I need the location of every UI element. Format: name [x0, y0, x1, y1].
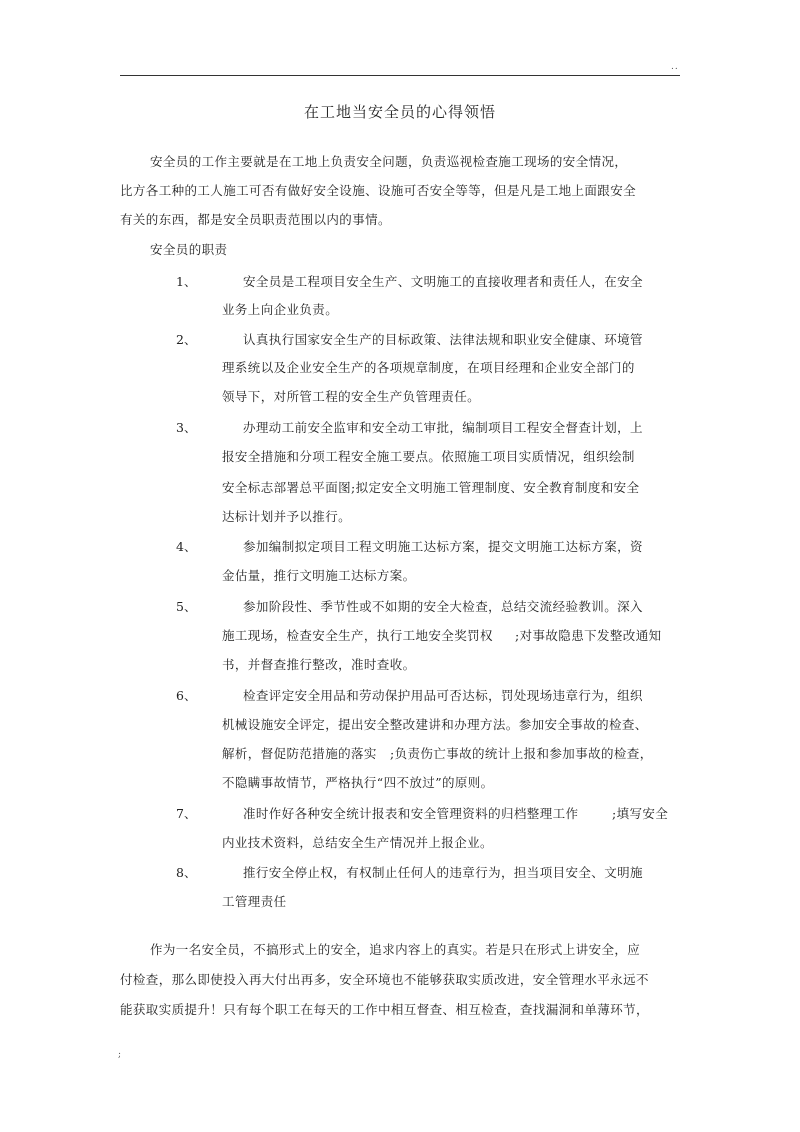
duty-number-2: 2、 — [176, 332, 197, 347]
duty-number-8: 8、 — [176, 865, 197, 880]
duty-3-line-1: 办理动工前安全监审和安全动工审批，编制项目工程安全督查计划，上 — [243, 420, 643, 435]
closing-line-2: 付检查，那么即使投入再大付出再多，安全环境也不能够获取实质改进，安全管理水平永远不 — [120, 972, 649, 987]
duty-2-line-1: 认真执行国家安全生产的目标政策、法律法规和职业安全健康、环境管 — [243, 332, 643, 347]
duty-2-line-3: 领导下，对所管工程的安全生产负管理责任。 — [222, 389, 481, 404]
duty-4-line-2: 金估量，推行文明施工达标方案。 — [222, 568, 416, 583]
duty-5-line-1: 参加阶段性、季节性或不如期的安全大检查，总结交流经验教训。深入 — [243, 599, 643, 614]
duty-6-line-1: 检查评定安全用品和劳动保护用品可否达标，罚处现场违章行为，组织 — [243, 688, 643, 703]
duty-1-line-1: 安全员是工程项目安全生产、文明施工的直接收理者和责任人，在安全 — [243, 274, 643, 289]
duty-6-line-2: 机械设施安全评定，提出安全整改建讲和办理方法。参加安全事故的检查、 — [222, 717, 648, 732]
duty-number-4: 4、 — [176, 539, 197, 554]
duty-7-line-1: 准时作好各种安全统计报表和安全管理资料的归档整理工作 — [243, 806, 579, 821]
header-marker: .. — [671, 62, 679, 72]
header-rule — [120, 75, 680, 76]
intro-line-1: 安全员的工作主要就是在工地上负责安全问题，负责巡视检查施工现场的安全情况， — [150, 154, 628, 169]
duty-number-3: 3、 — [176, 420, 197, 435]
duty-2-line-2: 理系统以及企业安全生产的各项规章制度，在项目经理和企业安全部门的 — [222, 360, 635, 375]
closing-line-1: 作为一名安全员，不搞形式上的安全，追求内容上的真实。若是只在形式上讲安全，应 — [150, 942, 641, 957]
duty-8-line-2: 工管理责任 — [222, 894, 287, 909]
duty-6-line-3-cont: ;负责伤亡事故的统计上报和参加事故的检查， — [390, 746, 653, 761]
intro-line-3: 有关的东西，都是安全员职责范围以内的事情。 — [120, 212, 391, 227]
duty-6-line-4: 不隐瞒事故情节，严格执行“四不放过”的原则。 — [222, 775, 494, 790]
duty-number-5: 5、 — [176, 599, 197, 614]
duty-5-line-2: 施工现场，检查安全生产，执行工地安全奖罚权 — [222, 628, 493, 643]
duty-7-line-1-cont: ;填写安全 — [612, 806, 669, 821]
duty-1-line-2: 业务上向企业负责。 — [222, 302, 339, 317]
footer-marker: ; — [118, 1050, 122, 1060]
duty-3-line-2: 报安全措施和分项工程安全施工要点。依照施工项目实质情况，组织绘制 — [222, 449, 635, 464]
duties-heading: 安全员的职责 — [150, 242, 228, 257]
closing-line-3: 能获取实质提升！只有每个职工在每天的工作中相互督查、相互检查，查找漏洞和单薄环节， — [120, 1002, 649, 1017]
duty-5-line-2-cont: ;对事故隐患下发整改通知 — [515, 628, 662, 643]
duty-number-6: 6、 — [176, 688, 197, 703]
duty-4-line-1: 参加编制拟定项目工程文明施工达标方案，提交文明施工达标方案，资 — [243, 539, 643, 554]
duty-5-line-3: 书，并督查推行整改，准时查收。 — [222, 657, 416, 672]
page-title: 在工地当安全员的心得领悟 — [303, 103, 496, 121]
duty-6-line-3: 解析，督促防范措施的落实 — [222, 746, 377, 761]
duty-number-1: 1、 — [176, 274, 197, 289]
duty-3-line-4: 达标计划并予以推行。 — [222, 509, 352, 524]
duty-3-line-3: 安全标志部署总平面图;拟定安全文明施工管理制度、安全教育制度和安全 — [222, 480, 640, 495]
intro-line-2: 比方各工种的工人施工可否有做好安全设施、设施可否安全等等，但是凡是工地上面跟安全 — [120, 183, 637, 198]
duty-number-7: 7、 — [176, 806, 197, 821]
duty-7-line-2: 内业技术资料，总结安全生产情况并上报企业。 — [222, 835, 493, 850]
duty-8-line-1: 推行安全停止权，有权制止任何人的违章行为，担当项目安全、文明施 — [243, 865, 643, 880]
